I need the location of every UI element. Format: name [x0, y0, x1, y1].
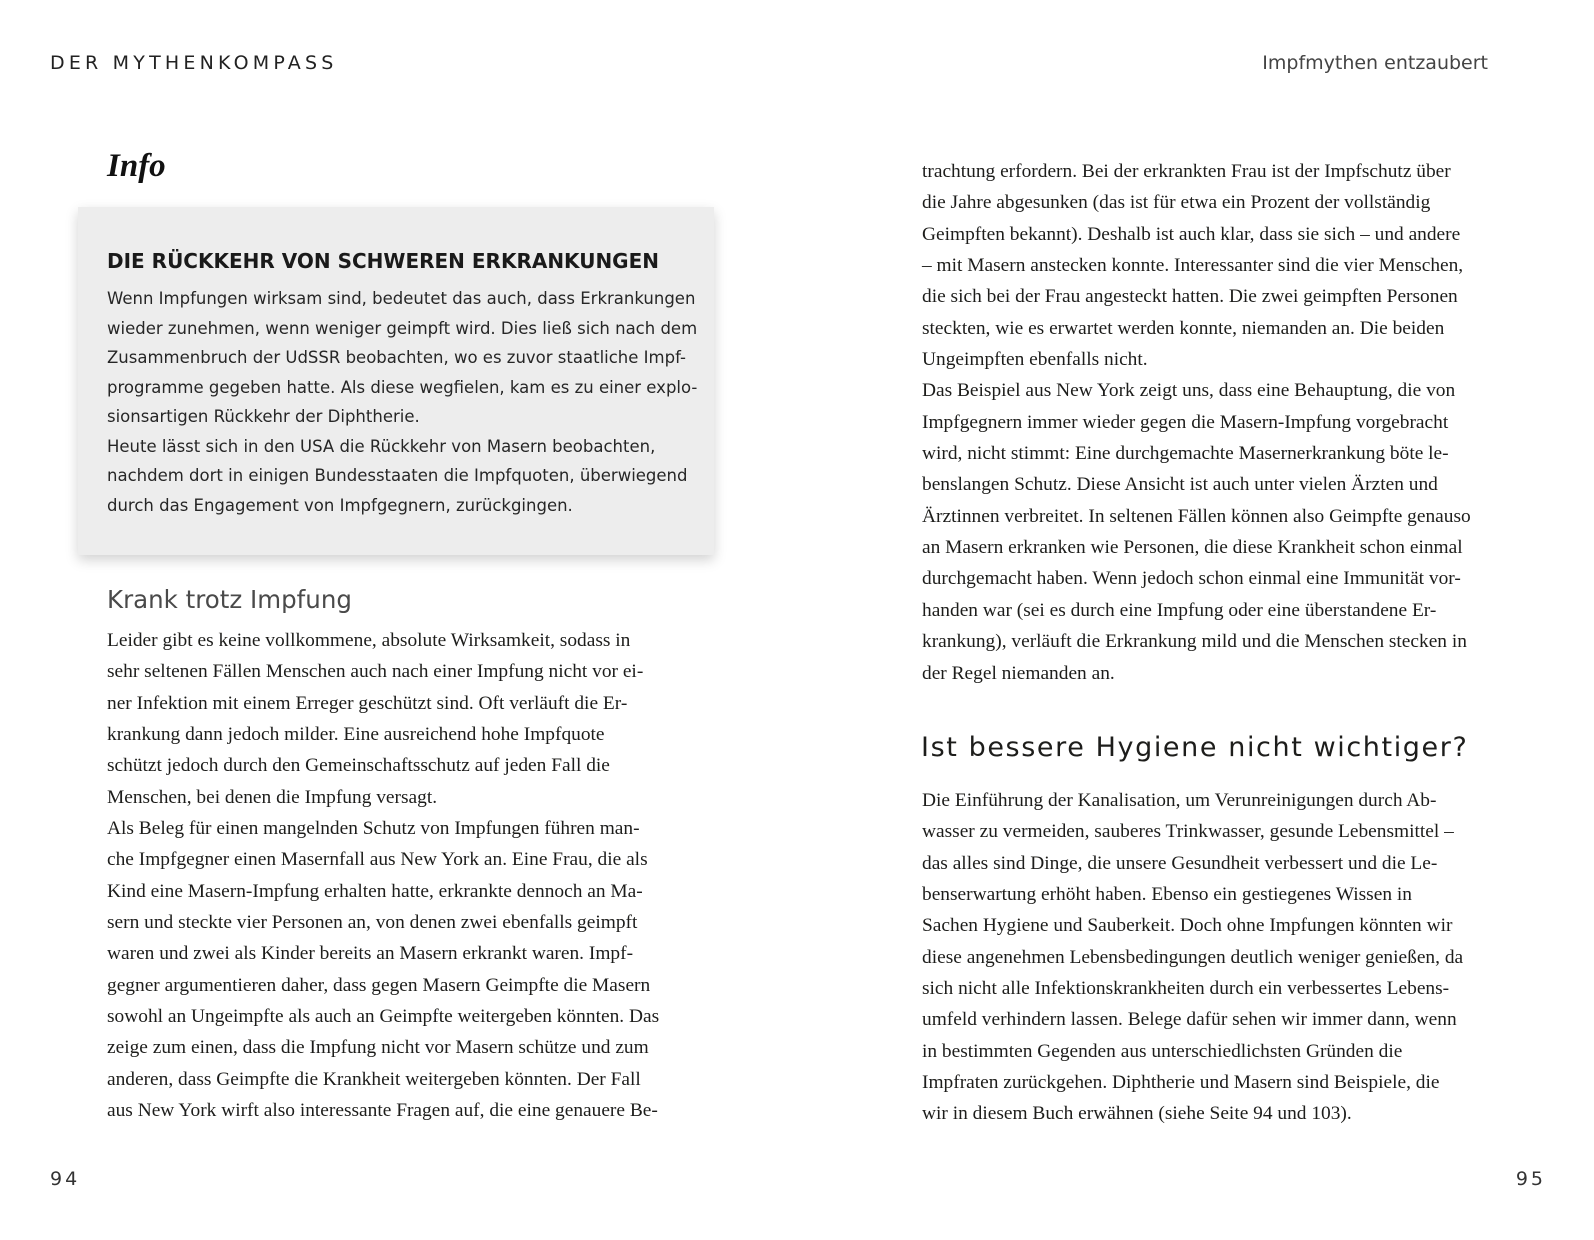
text-line: Ungeimpften ebenfalls nicht. [922, 349, 1148, 371]
section-heading-krank-trotz-impfung: Krank trotz Impfung [107, 585, 352, 614]
text-line: der Regel niemanden an. [922, 662, 1115, 684]
text-line: umfeld verhindern lassen. Belege dafür sehen wir immer dann, wenn [922, 1009, 1457, 1031]
right-page-body-top [922, 156, 1502, 689]
text-line: sehr seltenen Fällen Menschen auch nach einer Impfung nicht vor ei- [107, 661, 644, 683]
text-line: trachtung erfordern. Bei der erkrankten Frau ist der Impfschutz über [922, 161, 1451, 182]
text-line: aus New York wirft also interessante Fragen auf, die eine genauere Be- [107, 1100, 658, 1122]
text-line: Sachen Hygiene und Sauberkeit. Doch ohne Impfungen könnten wir [922, 915, 1453, 937]
text-line: sich nicht alle Infektionskrankheiten durch ein verbessertes Lebens- [922, 978, 1450, 1000]
body-paragraph [922, 375, 1502, 688]
text-line: benserwartung erhöht haben. Ebenso ein gestiegenes Wissen in [922, 884, 1412, 906]
info-label: Info [107, 148, 166, 184]
text-line: Impfraten zurückgehen. Diphtherie und Masern sind Beispiele, die [922, 1072, 1440, 1094]
text-line: anderen, dass Geimpfte die Krankheit weitergeben könnten. Der Fall [107, 1068, 641, 1090]
info-box-paragraph [107, 284, 698, 432]
text-line: wird, nicht stimmt: Eine durchgemachte Masernerkrankung böte le- [922, 443, 1449, 465]
running-head-chapter-title: Impfmythen entzaubert [1262, 52, 1488, 74]
body-paragraph [107, 813, 687, 1126]
body-paragraph [107, 625, 687, 813]
text-line: wir in diesem Buch erwähnen (siehe Seite 94 und 103). [922, 1103, 1352, 1125]
text-line: durchgemacht haben. Wenn jedoch schon einmal eine Immunität vor- [922, 568, 1461, 590]
body-paragraph [922, 785, 1502, 1130]
page-number-right: 95 [1515, 1168, 1546, 1190]
text-line: krankung), verläuft die Erkrankung mild und die Menschen stecken in [922, 631, 1467, 653]
info-box-paragraph [107, 432, 688, 521]
text-line: steckten, wie es erwartet werden konnte, niemanden an. Die beiden [922, 317, 1445, 339]
text-line: ner Infektion mit einem Erreger geschützt sind. Oft verläuft die Er- [107, 692, 628, 714]
text-line: sowohl an Ungeimpfte als auch an Geimpfte weitergeben könnten. Das [107, 1006, 660, 1028]
text-line: Kind eine Masern-Impfung erhalten hatte, erkrankte dennoch an Ma- [107, 880, 643, 902]
text-line: Menschen, bei denen die Impfung versagt. [107, 786, 438, 808]
text-line: waren und zwei als Kinder bereits an Masern erkrankt waren. Impf- [107, 943, 634, 965]
text-line: – mit Masern anstecken konnte. Interessanter sind die vier Menschen, [922, 255, 1464, 277]
info-box-body [107, 284, 698, 520]
right-page-body-bottom [922, 785, 1502, 1130]
text-line: Das Beispiel aus New York zeigt uns, dass eine Behauptung, die von [922, 380, 1456, 402]
text-line: Wenn Impfungen wirksam sind, bedeutet das auch, dass Erkrankungen [107, 289, 696, 308]
text-line: Ärztinnen verbreitet. In seltenen Fällen können also Geimpfte genauso [922, 505, 1471, 527]
text-line: Heute lässt sich in den USA die Rückkehr von Masern beobachten, [107, 436, 656, 456]
text-line: in bestimmten Gegenden aus unterschiedlichsten Gründen die [922, 1040, 1403, 1062]
text-line: Leider gibt es keine vollkommene, absolute Wirksamkeit, sodass in [107, 630, 631, 651]
info-box-title: DIE RÜCKKEHR VON SCHWEREN ERKRANKUNGEN [107, 249, 660, 273]
text-line: nachdem dort in einigen Bundesstaaten die Impfquoten, überwiegend [107, 466, 688, 485]
text-line: che Impfgegner einen Masernfall aus New York an. Eine Frau, die als [107, 849, 648, 871]
text-line: durch das Engagement von Impfgegnern, zurückgingen. [107, 495, 573, 515]
text-line: Impfgegnern immer wieder gegen die Masern-Impfung vorgebracht [922, 411, 1449, 433]
text-line: die Jahre abgesunken (das ist für etwa ein Prozent der vollständig [922, 192, 1431, 214]
text-line: zeige zum einen, dass die Impfung nicht vor Masern schütze und zum [107, 1037, 649, 1059]
text-line: wieder zunehmen, wenn weniger geimpft wird. Dies ließ sich nach dem [107, 318, 698, 338]
text-line: krankung dann jedoch milder. Eine ausreichend hohe Impfquote [107, 724, 605, 746]
text-line: an Masern erkranken wie Personen, die diese Krankheit schon einmal [922, 537, 1463, 559]
text-line: sern und steckte vier Personen an, von denen zwei ebenfalls geimpft [107, 912, 638, 934]
page-number-left: 94 [50, 1168, 81, 1190]
text-line: Als Beleg für einen mangelnden Schutz von Impfungen führen man- [107, 818, 640, 840]
text-line: das alles sind Dinge, die unsere Gesundheit verbessert und die Le- [922, 852, 1438, 874]
text-line: diese angenehmen Lebensbedingungen deutlich weniger genießen, da [922, 946, 1464, 968]
text-line: benslangen Schutz. Diese Ansicht ist auch unter vielen Ärzten und [922, 474, 1438, 496]
text-line: schützt jedoch durch den Gemeinschaftsschutz auf jeden Fall die [107, 755, 610, 777]
text-line: Zusammenbruch der UdSSR beobachten, wo es zuvor staatliche Impf- [107, 348, 686, 367]
text-line: die sich bei der Frau angesteckt hatten. Die zwei geimpften Personen [922, 286, 1458, 308]
text-line: programme gegeben hatte. Als diese wegfielen, kam es zu einer explo- [107, 377, 698, 397]
text-line: Die Einführung der Kanalisation, um Verunreinigungen durch Ab- [922, 790, 1437, 811]
text-line: Geimpften bekannt). Deshalb ist auch klar, dass sie sich – und andere [922, 223, 1461, 245]
text-line: gegner argumentieren daher, dass gegen Masern Geimpfte die Masern [107, 974, 651, 996]
text-line: sionsartigen Rückkehr der Diphtherie. [107, 407, 420, 426]
left-page-body [107, 625, 687, 1127]
text-line: handen war (sei es durch eine Impfung oder eine überstandene Er- [922, 599, 1437, 621]
body-paragraph [922, 156, 1502, 375]
info-box [78, 207, 714, 555]
running-head-book-title: DER MYTHENKOMPASS [50, 52, 338, 74]
text-line: wasser zu vermeiden, sauberes Trinkwasser, gesunde Lebensmittel – [922, 821, 1454, 843]
section-heading-hygiene: Ist bessere Hygiene nicht wichtiger? [921, 732, 1469, 763]
